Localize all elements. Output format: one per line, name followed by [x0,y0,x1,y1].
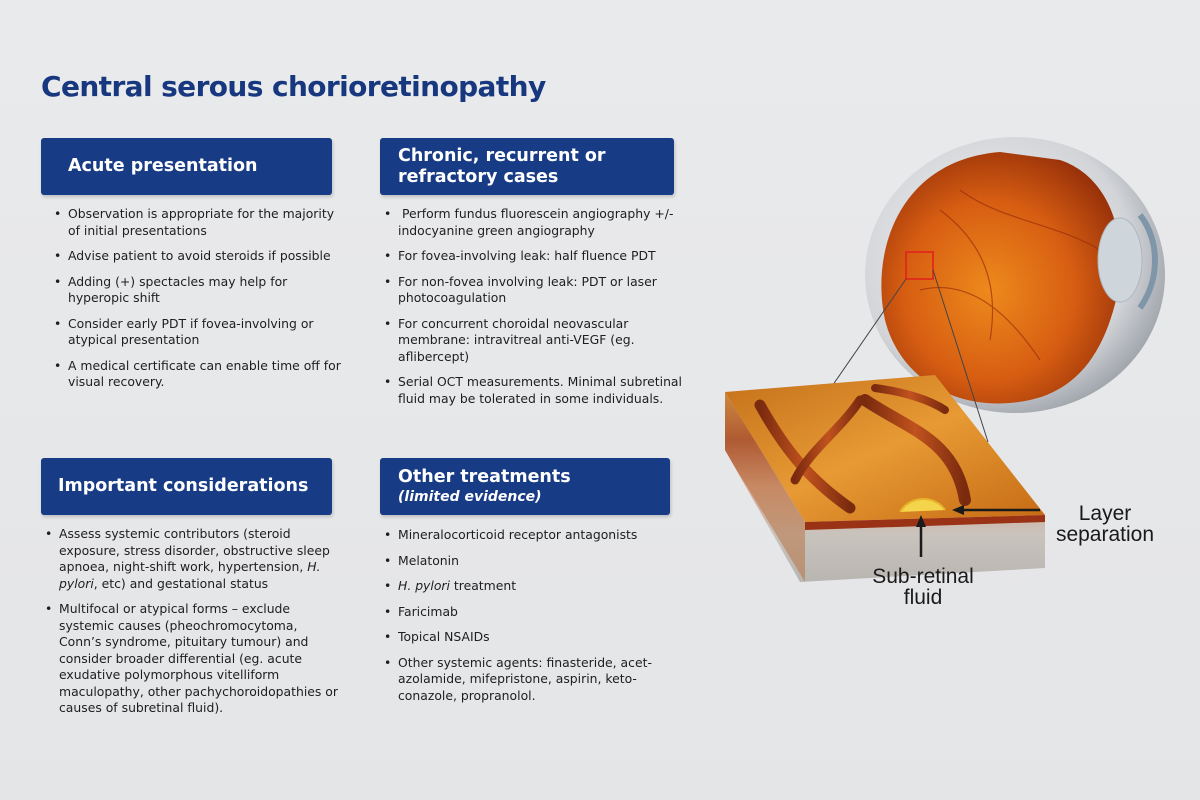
other-treatments-subheading: (limited evidence) [398,489,542,505]
important-considerations-list [45,526,341,726]
other-treatments-list [384,527,664,713]
list-item: • Mineralocorticoid receptor antagonists [384,527,638,542]
list-item: • H. pylori treatment [384,578,517,593]
list-item: • For concurrent choroidal neovascular membrane: intravitreal anti-VEGF (eg. aflibercept) [384,315,635,364]
acute-presentation-heading: Acute presentation [68,156,258,176]
list-item: • Faricimab [384,603,458,619]
list-item: • Perform fundus fluorescein angiography +/- indocyanine green angiography [384,206,678,238]
list-item: • Multifocal or atypical forms – exclude systemic causes (pheochromocytoma, Conn’s syndrome, pituitary tumour) and consider broader differential (eg. acute exudative polymorphous vitelliform maculopathy, other pachychoroidopathies or causes of subretinal fluid). [45,601,338,715]
acute-presentation-header [41,138,332,195]
other-treatments-heading: Other treatments [398,467,571,487]
eye-lens [1098,218,1142,302]
other-treatments-header [380,458,670,515]
eye-fundus [881,152,1120,403]
chronic-cases-header [380,138,674,195]
list-item: • Topical NSAIDs [384,629,490,644]
list-item: • A medical certificate can enable time off for visual recovery. [54,357,341,389]
list-item: • Consider early PDT if fovea-involving or atypical presentation [54,315,314,347]
list-item: • For non-fovea involving leak: PDT or laser photocoagulation [384,273,657,305]
list-item: • Serial OCT measurements. Minimal subretinal fluid may be tolerated in some individuals. [384,374,682,406]
list-item: • Observation is appropriate for the majority of initial presentations [54,206,335,238]
list-item: • Other systemic agents: finasteride, acet-azolamide, mifepristone, aspirin, keto-conazole, propranolol. [384,654,652,703]
list-item: • Melatonin [384,552,459,568]
list-item: • Adding (+) spectacles may help for hyperopic shift [54,273,288,305]
annotation-arrows [900,495,1060,575]
layer-separation-label: Layer separation [1055,502,1155,546]
list-item: • Advise patient to avoid steroids if possible [54,248,331,263]
important-considerations-header [41,458,332,515]
chronic-heading-line2: refractory cases [398,166,559,187]
acute-presentation-list [54,206,344,400]
chronic-cases-list [384,206,682,416]
chronic-heading-line1: Chronic, recurrent or [398,145,606,166]
page-title: Central serous chorioretinopathy [41,70,546,103]
list-item: • For fovea-involving leak: half fluence PDT [384,248,656,263]
subretinal-fluid-label: Sub-retinal fluid [872,565,974,609]
list-item: • Assess systemic contributors (steroid exposure, stress disorder, obstructive sleep apnoea, night-shift work, hypertension, H. pylori, etc) and gestational status [45,526,330,591]
important-considerations-heading: Important considerations [58,476,309,496]
